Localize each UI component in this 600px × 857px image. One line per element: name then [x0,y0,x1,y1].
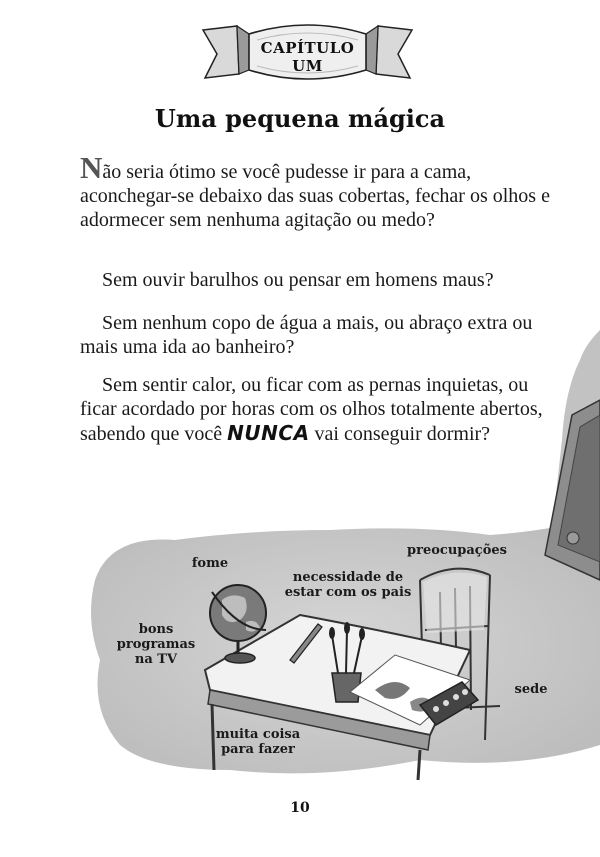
label-muita-line-2: para fazer [221,742,295,757]
chapter-label: CAPÍTULO [260,39,355,57]
chapter-number: UM [292,57,323,75]
label-bons-programas [108,622,204,667]
paragraph-1 [80,150,550,232]
label-necessidade-line-2: estar com os pais [284,585,412,600]
chapter-banner [195,12,420,94]
page-number: 10 [290,800,310,816]
page-title: Uma pequena mágica [154,104,446,133]
label-sede: sede [514,682,548,697]
picture-frame-icon [545,400,600,580]
label-bons-line-2: programas [116,637,196,652]
paragraph-2: Sem ouvir barulhos ou pensar em homens maus? [102,269,494,291]
label-necessidade [278,570,418,600]
drop-cap: N [80,150,103,185]
emphasis-word: NUNCA [227,421,310,445]
paragraph-1-text: ão seria ótimo se você pudesse ir para a cama, aconchegar-se debaixo das suas cobertas, fechar os olhos e adormecer sem nenhuma agitação ou medo? [80,161,550,231]
paragraph-4-text-start: Sem sentir calor, ou ficar com as pernas inquietas, ou ficar acordado por horas com os olhos totalmente abertos, sabendo que você [80,374,543,445]
paragraph-4-text-end: vai conseguir dormir? [309,423,491,445]
label-preocupacoes: preocupações [407,543,507,558]
label-bons-line-1: bons [138,622,174,637]
label-fome: fome [191,556,229,571]
label-necessidade-line-1: necessidade de [292,570,404,585]
label-muita-line-1: muita coisa [215,727,301,742]
paragraph-3: Sem nenhum copo de água a mais, ou abraço extra ou mais uma ida ao banheiro? [80,312,533,358]
label-bons-line-3: na TV [134,652,178,667]
label-muita-coisa [208,727,308,757]
